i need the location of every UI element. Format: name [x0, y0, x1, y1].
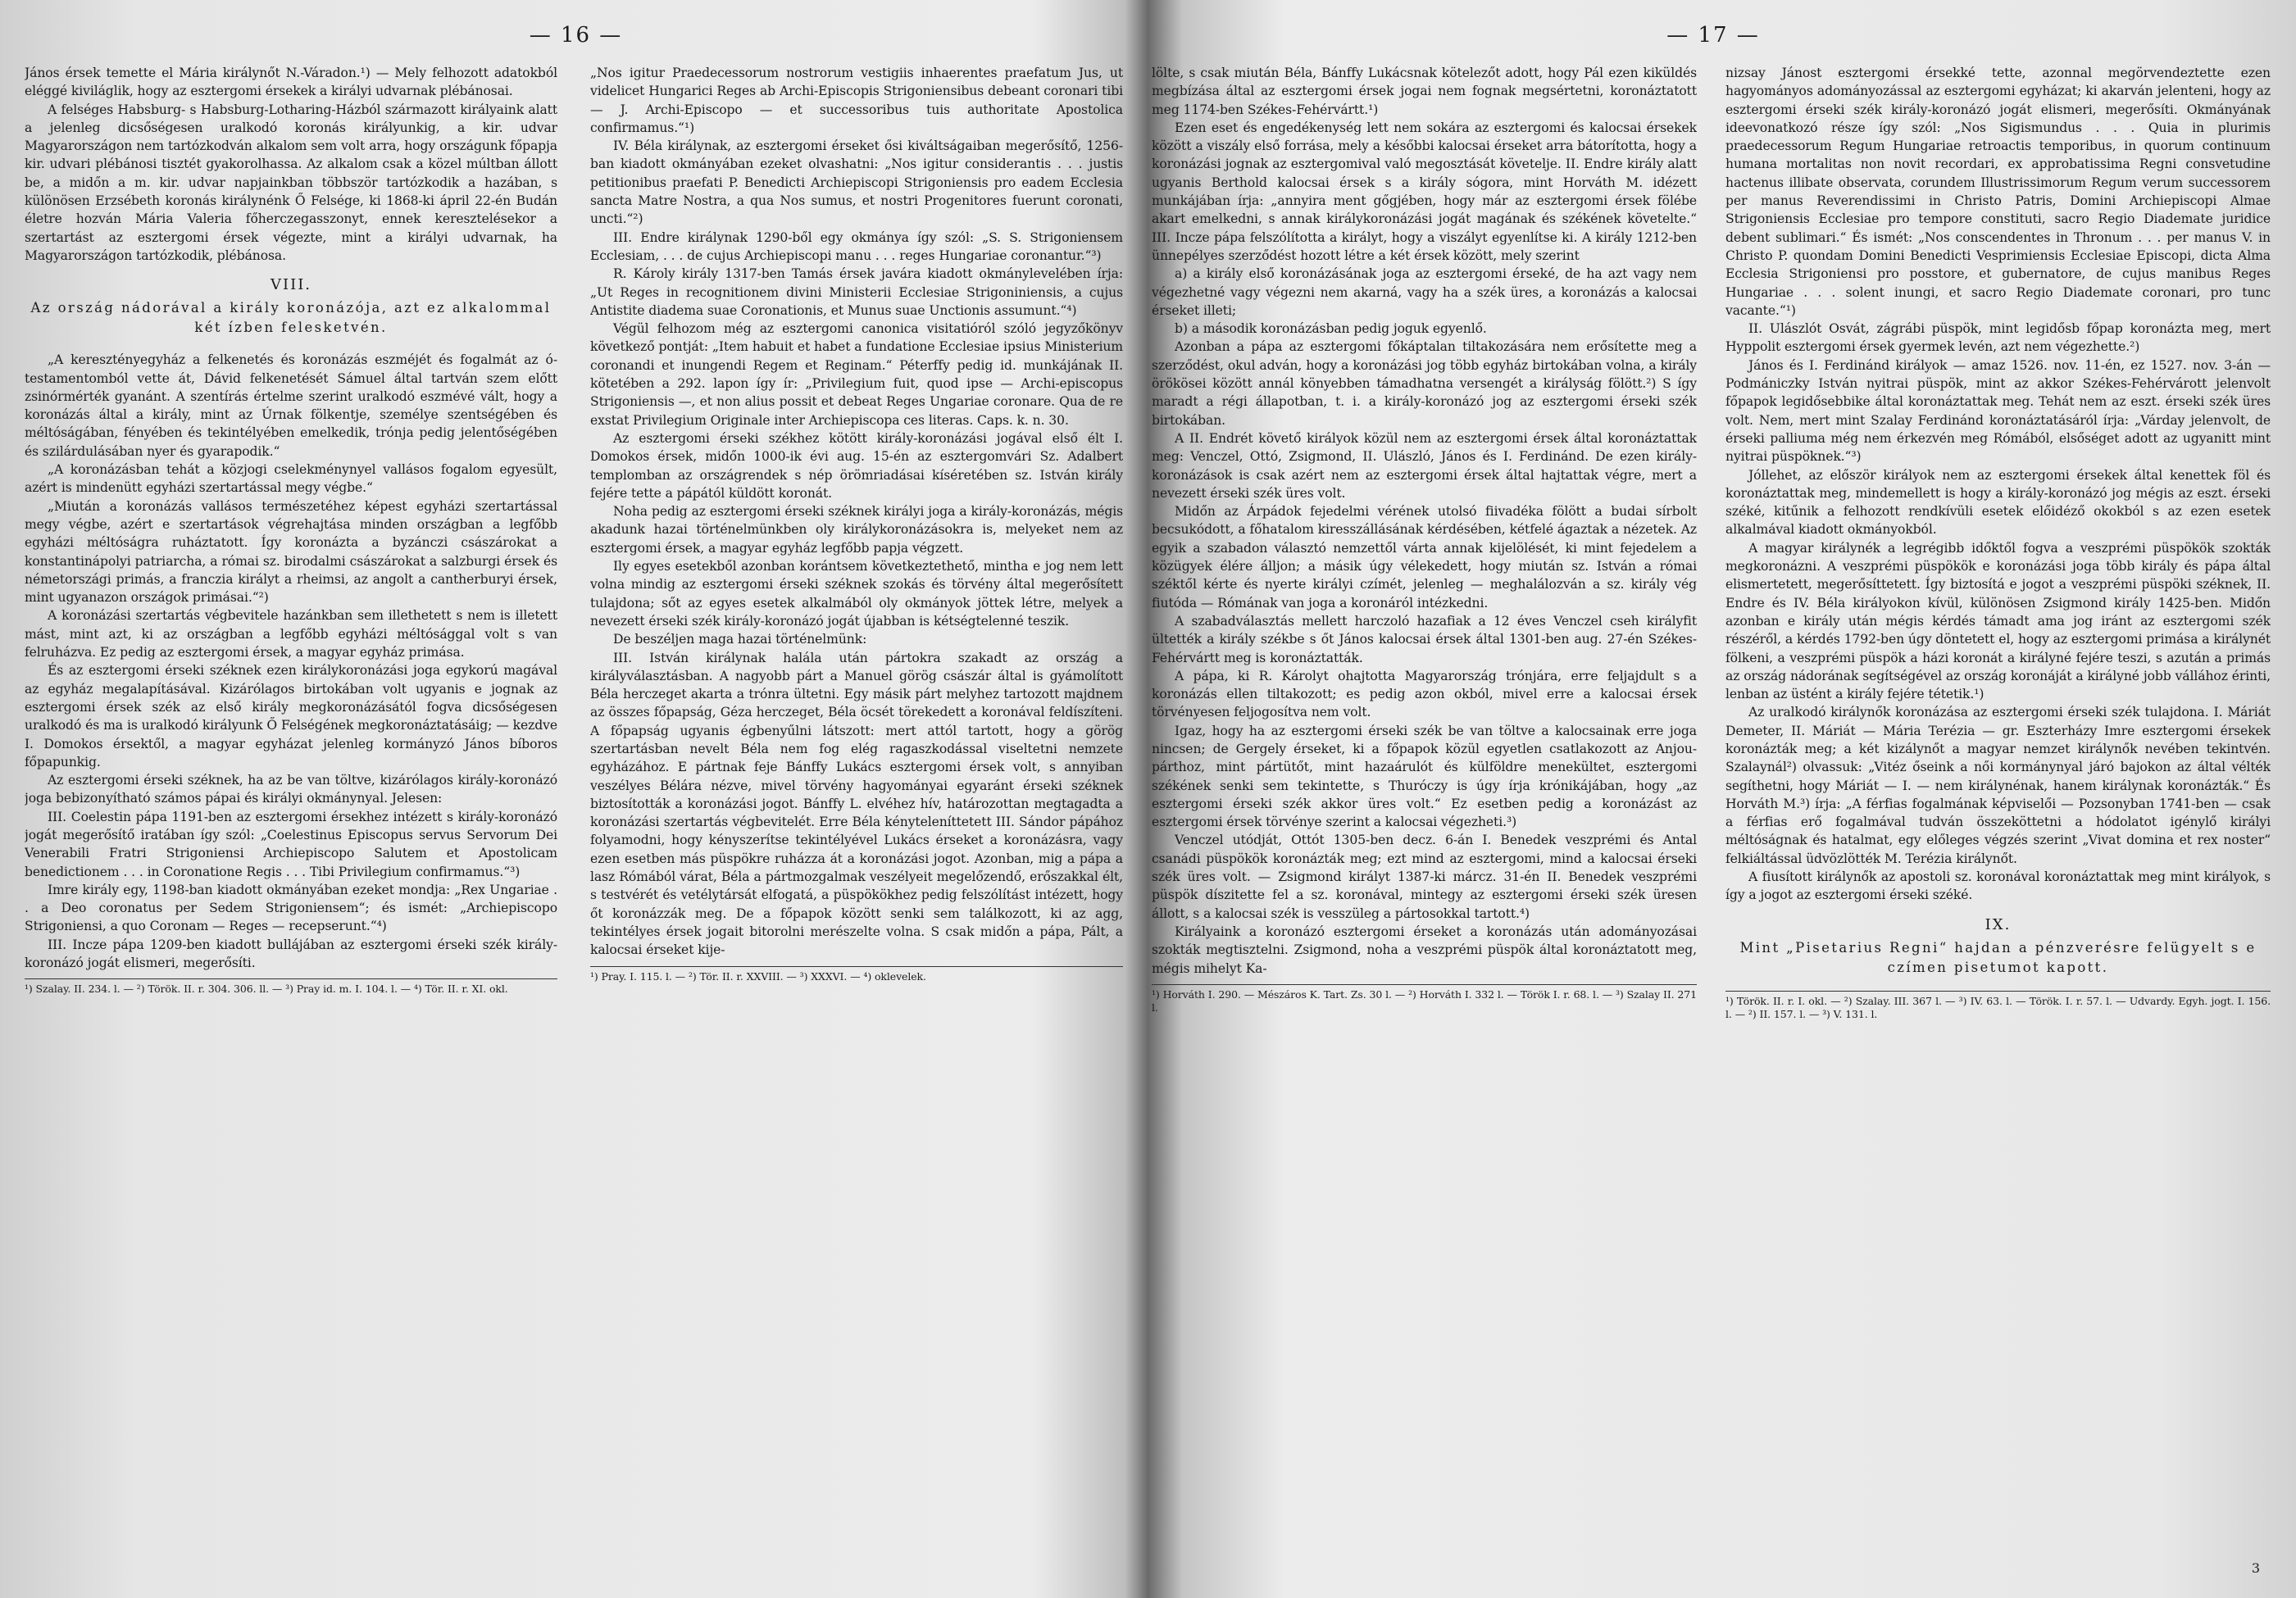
- paragraph: Imre király egy, 1198-ban kiadott okmányában ezeket mondja: „Rex Ungariae . . a Deo coronatus per Sedem Strigoniensem“; és ismét: „Archiepiscopo Strigoniensi, a quo Coronam — Reges — recepserunt.“⁴): [25, 882, 557, 934]
- text-column: [25, 64, 557, 1576]
- paragraph: Királyaink a koronázó esztergomi érseket a koronázás után adományozásai szokták megtisztelni. Zsigmond, noha a veszprémi püspök által koronáztatott meg, mégis mihelyt Ka-: [1152, 924, 1697, 976]
- text-column: [590, 64, 1123, 1576]
- paragraph: Az esztergomi érseki székhez kötött király-koronázási jogával első élt I. Domokos érsek, midőn 1000-ik évi aug. 15-én az esztergomvári Sz. Adalbert templomban az országrendek s nép örömriadásai kíséretében sz. István király fejére tette a pápától küldött koronát.: [590, 430, 1123, 501]
- paragraph: „Nos igitur Praedecessorum nostrorum vestigiis inhaerentes praefatum Jus, ut videlicet Hungarici Reges ab Archi-Episcopis Strigoniensibus debeant coronari tibi — J. Archi-Episcopo — et successoribus tuis authoritate Apostolica confirmamus.“¹): [590, 66, 1123, 135]
- paragraph: III. Endre királynak 1290-ből egy okmánya így szól: „S. S. Strigoniensem Ecclesiam, . . . de cujus Archiepiscopi manu . . . reges Hungariae coronantur.“³): [590, 229, 1123, 263]
- paragraph: III. István királynak halála után pártokra szakadt az ország a királyválasztásban. A nagyobb párt a Manuel görög császár által is gyámolított Béla herczeget akarta a trónra ültetni. Egy másik párt melyhez tartozott majdnem az összes főpapság, Géza herczeget, Béla öcsét törekedett a koronával feldíszíteni. A főpapság ugyanis égbenyűlni látszott: mert attól tartott, hogy a görög szertartásban nevelt Béla nem fog elég ragaszkodással viseltetni nemzete egyházához. E pártnak feje Bánffy Lukács esztergomi érsek volt, s annyiban veszélyes Bélára nézve, mivel törvény hagyományai egyaránt érseki széknek biztosították a koronázási jogot. Bánffy L. elvéhez hív, határozottan megtagadta a koronázási szertartás végbevitelét. Erre Béla kényteleníttetett III. Sándor pápához folyamodni, hogy kényszerítse tekintélyével Lukács érseket a koronázásra, vagy ezen esetben más püspökre ruházza át a koronázási jogot. Azonban, mig a pápa a lasz Rómából várat, Béla a pártmozgalmak veszélyeit megelőzendő, erőszakkal élt, s testvérét és vetélytársát elfogatá, a püspökökhez pedig felszólítást intézett, hogy őt koronázzák meg. De a főpapok között senki sem találkozott, ki az agg, tekintélyes érsek jogait bitorolni merészelte volna. S csak midőn a pápa, Pált, a kalocsai érseket kije-: [590, 650, 1123, 958]
- left-page: [25, 23, 1127, 1576]
- paragraph: Azonban a pápa az esztergomi főkáptalan tiltakozására nem erősítette meg a szerződést, okul adván, hogy a koronázási jog több egyház birtokában volna, a király örökösei között annál könyebben támadhatna versengét a királyság fölött.²) S így maradt a régi állapotban, t. i. a király-koronázó jog az esztergomi érseki szék birtokában.: [1152, 339, 1697, 428]
- section-title: Az ország nádorával a király koronázója, azt ez alkalommal két ízben felesketvén.: [30, 300, 552, 336]
- footnote: ¹) Pray. I. 115. l. — ²) Tör. II. r. XXVIII. — ³) XXXVI. — ⁴) oklevelek.: [590, 966, 1123, 983]
- paragraph: „A koronázásban tehát a közjogi cselekménynyel vallásos fogalom egyesült, azért is mindenütt egyházi szertartással megy végbe.“: [25, 462, 557, 496]
- paragraph: R. Károly király 1317-ben Tamás érsek javára kiadott okmánylevelében írja: „Ut Reges in recognitionem divini Ministerii Ecclesiae Strigoniniensis, a cujus Antistite diadema suae Coronationis, et Munus suae Unctionis assumunt.“⁴): [590, 266, 1123, 318]
- text-column: [1152, 64, 1697, 1576]
- footnote: ¹) Szalay. II. 234. l. — ²) Török. II. r. 304. 306. ll. — ³) Pray id. m. I. 104. l. — ⁴) Tör. II. r. XI. okl.: [25, 978, 557, 996]
- paragraph: Az esztergomi érseki széknek, ha az be van töltve, kizárólagos király-koronázó joga bebizonyítható számos pápai és királyi okmánynyal. Jelesen:: [25, 773, 557, 806]
- paragraph: De beszéljen maga hazai történelmünk:: [613, 632, 867, 647]
- section-number: VIII.: [270, 276, 312, 294]
- paragraph: III. Incze pápa 1209-ben kiadott bullájában az esztergomi érseki szék király-koronázó jogát elismeri, megerősíti.: [25, 937, 557, 971]
- paragraph: „A keresztényegyház a felkenetés és koronázás eszméjét és fogalmát az ó-testamentomból vette át, Dávid felkenetését Sámuel által tartván szem előtt zsinórmérték gyanánt. A szentírás értelme szerint uralkodó eszmévé vált, hogy a koronázás által a király, mint az Úrnak fölkentje, személye szentségében és méltóságában, fényében és tekintélyében emelkedik, trónja pedig jelentőségében és szilárdulásában nyer és gyarapodik.“: [25, 352, 557, 459]
- footnote: ¹) Horváth I. 290. — Mészáros K. Tart. Zs. 30 l. — ²) Horváth I. 332 l. — Török I. r. 68. l. — ³) Szalay II. 271 l.: [1152, 984, 1697, 1015]
- paragraph: Jóllehet, az először királyok nem az esztergomi érsekek által kenettek föl és koronáztattak meg, mindemellett is hogy a király-koronázó jog mégis az eszt. érseki széké, kitűnik a felhozott rendkívüli esetek előidéző okokból s az ezen esetek alkalmával kiadott okmányokból.: [1725, 467, 2271, 538]
- paragraph: nizsay Jánost esztergomi érsekké tette, azonnal megörvendeztette ezen hagyományos adományozással az esztergomi egyházat; ki akarván jelenteni, hogy az esztergomi érseki szék király-koronázó jogát elismeri, megerősíti. Okmányának ideevonatkozó része így szól: „Nos Sigismundus . . . Quia in plurimis praedecessorum Regum Hungariae retroactis temporibus, in quorum continuum humana mortalitas non novit recordari, ex approbatissima Regni consvetudine hactenus illibate observata, corundem Illustrissimorum Regum verum successorem per manus Reverendissimi in Christo Patris, Domini Archiepiscopi Almae Strigoniensis Ecclesiae pro tempore constituti, sacro Regio Diademate juridice debent sublimari.“ És ismét: „Nos conscendentes in Thronum . . . per manus V. in Christo P. quondam Domini Benedicti Vesprimiensis Ecclesiae Episcopi, dicta Alma Ecclesia Strigoniensi pro posstore, et gubernatore, de cujus manibus Reges Hungariae . . . solent inungi, et sacro Regio Diademate coronari, pro tunc vacante.“¹): [1725, 66, 2271, 318]
- right-page: [1152, 23, 2275, 1576]
- paragraph: A II. Endrét követő királyok közül nem az esztergomi érsek által koronáztattak meg: Venczel, Ottó, Zsigmond, II. Ulászló, János és I. Ferdinánd. De ezen király-koronázások is csak azért nem az esztergomi érsek által hajtattak végre, mert a nevezett érseki szék üres volt.: [1152, 430, 1697, 501]
- paragraph: Venczel utódját, Ottót 1305-ben decz. 6-án I. Benedek veszprémi és Antal csanádi püspökök koronázták meg; ezt mind az esztergomi, mind a kalocsai érseki szék üres volt. — Zsigmond királyt 1387-ki márcz. 31-én II. Benedek veszprémi püspök díszitette fel a sz. koronával, mintegy az esztergomi érseki szék üresen állott, s a kalocsai szék is vesszüleg a pártosokkal tartott.⁴): [1152, 833, 1697, 921]
- section-title: Mint „Pisetarius Regni“ hajdan a pénzverésre felügyelt s e czímen pisetumot kapott.: [1739, 939, 2257, 975]
- paragraph: Ily egyes esetekből azonban korántsem következtethető, mintha e jog nem lett volna mindig az esztergomi érseki széknek szokás és törvény által megerősített tulajdona; sőt az egyes esetek alkalmából oly okmányok jöttek létre, melyek a nevezett érseki szék király-koronázó jogát újabban is kétségtelenné teszik.: [590, 559, 1123, 629]
- paragraph: Midőn az Árpádok fejedelmi vérének utolsó fiivadéka fölött a budai sírbolt becsukódott, a főhatalom kiresszállásának kérdésében, kétfelé ágaztak a nézetek. Az egyik a szabadon választó nemzettől várta annak kijelölését, ki mint fejedelem a közügyek élére álljon; a másik úgy vélekedett, hogy miután sz. István a római széktől kérte és nyerte királyi czímét, jelenleg — meghalálozván a sz. király vég fiutóda — Rómának van joga a koronáról intézkedni.: [1152, 504, 1697, 611]
- paragraph: János és I. Ferdinánd királyok — amaz 1526. nov. 11-én, ez 1527. nov. 3-án — Podmániczky István nyitrai püspök, mint az akkor Székes-Fehérvárott jelenvolt főpapok legidősebbike által koronáztattak meg. Tehát nem az eszt. érseki szék üres volt. Nem, mert mint Szalay Ferdinánd koronáztatásáról írja: „Várday jelenvolt, de érseki palliuma még nem érkezvén meg Rómából, elsőséget adott az ugyanitt mint nyitrai püspöknek.“³): [1725, 357, 2271, 465]
- paragraph: Ezen eset és engedékenység lett nem sokára az esztergomi és kalocsai érsekek között a viszály első forrása, mely a későbbi kalocsai érseket arra bátorította, hogy a koronázási jognak az esztergomival való megosztását követelje. II. Endre király alatt ugyanis Berthold kalocsai érsek s a király sógora, mint Horváth M. idézett munkájában írja: „annyira ment gőgjében, hogy már az esztergomi érsek fölébe akart emelkedni, s annak királykoronázási jogát magának és székének követelte.“ III. Incze pápa felszólította a királyt, hogy a viszályt egyenlítse ki. A király 1212-ben ünnepélyes szerződést hozott létre a két érsek között, mely szerint: [1152, 120, 1697, 263]
- section-number: IX.: [1985, 915, 2012, 933]
- paragraph: Noha pedig az esztergomi érseki széknek királyi joga a király-koronázás, mégis akadunk hazai történelmünkben oly királykoronázásokra is, melyeket nem az esztergomi érsek, a magyar egyház legfőbb papja végzett.: [590, 504, 1123, 556]
- paragraph: b) a második koronázásban pedig joguk egyenlő.: [1175, 321, 1487, 337]
- paragraph: A fiusított királynők az apostoli sz. koronával koronáztattak meg mint királyok, s így a jogot az esztergomi érseki széké.: [1725, 869, 2271, 903]
- paragraph: „Miután a koronázás vallásos természetéhez képest egyházi szertartással megy végbe, azért e szertartások végrehajtása minden országban a legfőbb egyházi méltóságra ruháztatott. Így koronázta a byzánczi császárokat a konstantinápolyi patriarcha, a római sz. birodalmi császárokat a salzburgi érsek és németországi primás, a franczia királyt a rheimsi, az angolt a cantherburyi érsek, mint ugyanazon országok primásai.“²): [25, 498, 557, 606]
- page-number: — 16 —: [529, 23, 623, 48]
- paragraph: II. Ulászlót Osvát, zágrábi püspök, mint legidősb főpap koronázta meg, mert Hyppolit esztergomi érsek gyermek levén, azt nem végezhette.²): [1725, 321, 2271, 355]
- paragraph: Az uralkodó királynők koronázása az esztergomi érseki szék tulajdona. I. Máriát Demeter, II. Máriát — Mária Terézia — gr. Eszterházy Imre esztergomi érsekek koronázták meg; a két kizálynőt a magyar nemzet királynők nevében tekintvén. Szalaynál²) olvassuk: „Vitéz őseink a női kormánynyal járó bajokon az által vélték segíthetni, hogy Máriát — I. — nem királynénak, hanem királynak koronázták.“ És Horváth M.³) írja: „A férfias fogalmának képviselői — Pozsonyban 1741-ben — csak a férfias erő fogalmával tudván összeköttetni a hódolatot igénylő királyi méltóságnak és hatalmat, egy előleges végzés szerint „Vivat domina et rex noster“ felkiáltással üdvözlötték M. Terézia királynőt.: [1725, 705, 2271, 866]
- paragraph: III. Coelestin pápa 1191-ben az esztergomi érsekhez intézett s király-koronázó jogát megerősítő iratában így szól: „Coelestinus Episcopus servus Servorum Dei Venerabili Fratri Strigoniensi Archiepiscopo Salutem et Apostolicam benedictionem . . . in Coronatione Regis . . . Tibi Privilegium confirmamus.“³): [25, 809, 557, 879]
- paragraph: lölte, s csak miután Béla, Bánffy Lukácsnak kötelezőt adott, hogy Pál ezen kiküldés megbízása által az esztergomi érsek jogai nem fognak megsértetni, koronáztatott meg 1174-ben Székes-Fehérvártt.¹): [1152, 66, 1697, 117]
- paragraph: János érsek temette el Mária királynőt N.-Váradon.¹) — Mely felhozott adatokból eléggé kiviláglik, hogy az esztergomi érsekek a királyi udvarnak plébánosai.: [25, 66, 557, 99]
- paragraph: A koronázási szertartás végbevitele hazánkban sem illethetett s nem is illetett mást, mint azt, ki az országban a legfőbb egyházi méltósággal volt s van felruházva. Ez pedig az esztergomi érsek, a magyar egyház primása.: [25, 608, 557, 661]
- footnote: ¹) Török. II. r. I. okl. — ²) Szalay. III. 367 l. — ³) IV. 63. l. — Török. I. r. 57. l. — Udvardy. Egyh. jogt. I. 156. l. — ²) II. 157. l. — ³) V. 131. l.: [1725, 991, 2271, 1021]
- paragraph: És az esztergomi érseki széknek ezen királykoronázási joga egykorú magával az egyház megalapításával. Kizárólagos birtokában volt ugyanis e jognak az esztergomi érsek szék az első király megkoronázásától fogva dicsőségesen uralkodó és ma is uralkodó királyunk Ő Felségének megkoronáztatásáig; — kezdve I. Domokos érsektől, a magyar egyházat jelenleg kormányzó János bíboros főpapunkig.: [25, 663, 557, 769]
- page-number: — 17 —: [1666, 23, 1760, 48]
- paragraph: IV. Béla királynak, az esztergomi érseket ősi kiváltságaiban megerősítő, 1256-ban kiadott okmányában ezeket olvashatni: „Nos igitur considerantis . . . justis petitionibus praefati P. Benedicti Archiepiscopi Strigoniensis pro eadem Ecclesia sancta Matre Nostra, a qua Nos sumus, et nostri Progenitores fuerunt coronati, uncti.“²): [590, 138, 1123, 227]
- paragraph: A szabadválasztás mellett harczoló hazafiak a 12 éves Venczel cseh királyfit ültették a király székbe s őt János kalocsai érsek által 1301-ben aug. 27-én Székes-Fehérvártt meg is koronáztatták.: [1152, 613, 1697, 665]
- signature-mark: 3: [2251, 1560, 2260, 1576]
- paragraph: A magyar királynék a legrégibb időktől fogva a veszprémi püspökök szokták megkoronázni. A veszprémi püspökök e koronázási joga több király és pápa által elismertetett, megerősíttetett. Így biztosítá e jogot a veszprémi püspöki széknek, II. Endre és IV. Béla királyokon kívül, különösen Zsigmond király 1425-ben. Midőn azonban e király után mégis kérdés támadt ama jog iránt az esztergomi szék részéről, a kérdés 1792-ben úgy döntetett el, hogy az esztergomi primása a királynét fölkeni, a veszprémi püspök a házi koronát a királyné fejére teszi, s azután a primás az ország nádorának segítségével az ország koronáját a királyné jobb vállához érinti, lenban az üstént a király fejére tétetik.¹): [1725, 540, 2271, 702]
- paragraph: A felséges Habsburg- s Habsburg-Lotharing-Házból származott királyaink alatt a jelenleg dicsőségesen uralkodó koronás királyunkig, a kir. udvar Magyarországon nem tartózkodván alkalom sem volt arra, hogy országunk főpapja kir. udvari plébánosi tisztét gyakorolhassa. Az alkalom csak a közel múltban állott be, a midőn a m. kir. udvar napjainkban többször tartózkodik a hazában, s különösen Erzsébeth koronás királynénk Ő Felsége, ki 1868-ki ápril 22-én Budán életre hozván Mária Valeria főherczegasszonyt, ennek keresztelésekor a szertartást az esztergomi érsek végezte, mint a királyi udvarnak, ha Magyarországon tartózkodik, plébánosa.: [25, 102, 557, 263]
- paragraph: a) a király első koronázásának joga az esztergomi érseké, de ha azt vagy nem végezhetné vagy végezni nem akarná, vagy ha a szék üres, a koronázás a kalocsai érseket illeti;: [1152, 266, 1697, 318]
- text-column: [1725, 64, 2271, 1576]
- paragraph: Igaz, hogy ha az esztergomi érseki szék be van töltve a kalocsainak erre joga nincsen; de Gergely érseket, ki a főpapok közül egyetlen csatlakozott az Anjou-párthoz, mint pártütőt, mint hazaárulót és külföldre menekültet, esztergomi székének senki sem tekintette, s Thuróczy is úgy írja krónikájában, hogy „az esztergomi érseki szék akkor üres volt.“ Ez esetben pedig a koronázást az esztergomi érsek törvénye szerint a kalocsai végezheti.³): [1152, 723, 1697, 830]
- paragraph: Végül felhozom még az esztergomi canonica visitatióról szóló jegyzőkönyv következő pontját: „Item habuit et habet a fundatione Ecclesiae ipsius Ministerium coronandi et inungendi Regem et Reginam.“ Péterffy pedig id. munkájának II. kötetében a 292. lapon így ír: „Privilegium fuit, quod ipse — Archi-episcopus Strigoniensis —, et non alius possit et debeat Reges Ungariae coronare. Qua de re exstat Privilegium Originale inter Archiepiscopa ces literas. Caps. k. n. 30.: [590, 321, 1123, 428]
- paragraph: A pápa, ki R. Károlyt ohajtotta Magyarország trónjára, erre feljajdult s a koronázás ellen tiltakozott; es pedig azon okból, mivel erre a kalocsai érsek törvényesen feljogosítva nem volt.: [1152, 668, 1697, 720]
